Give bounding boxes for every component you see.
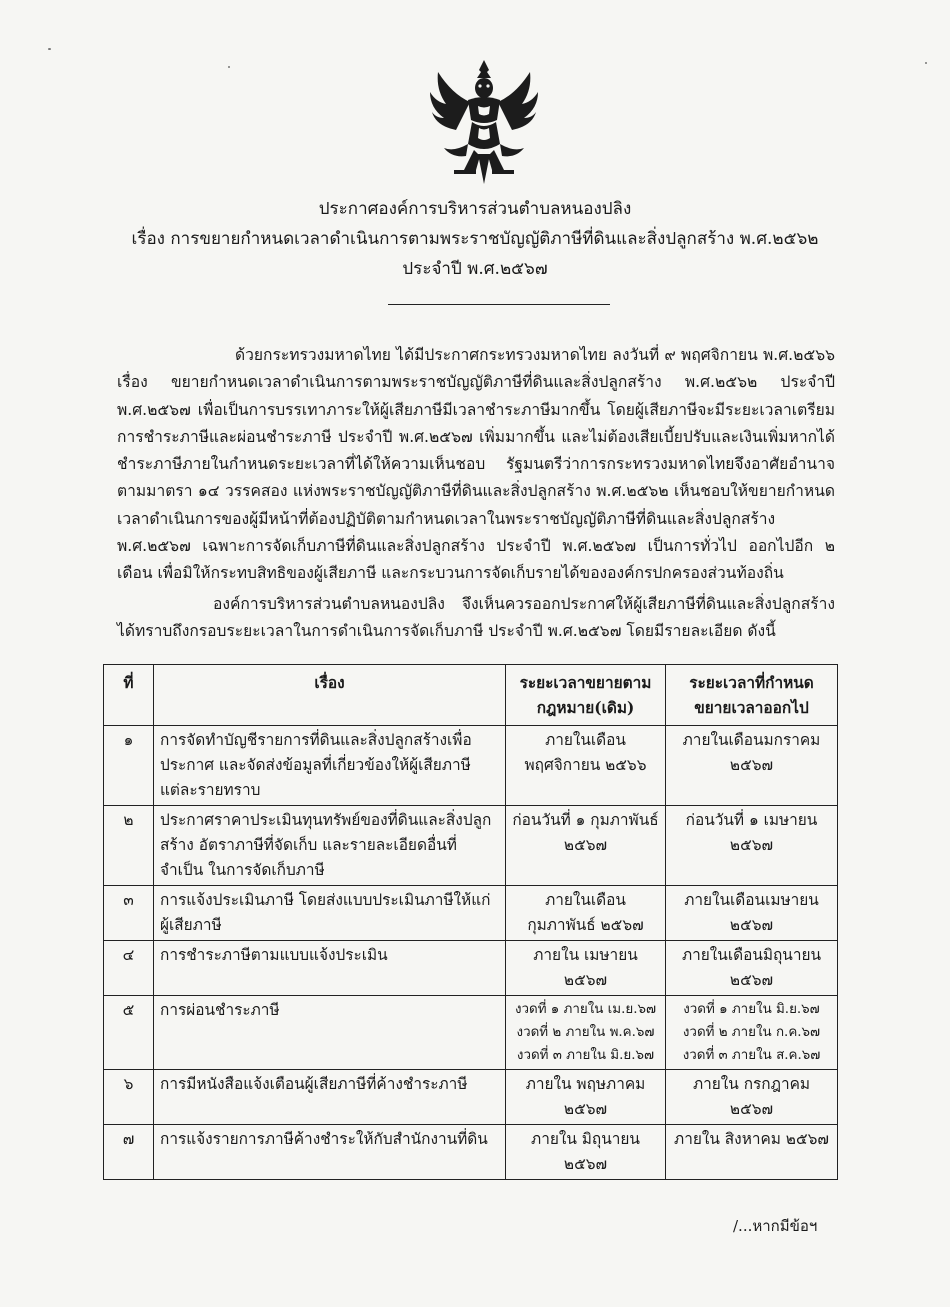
row-original-period: ภายใน เมษายน ๒๕๖๗	[506, 941, 666, 996]
scan-speck	[925, 62, 927, 64]
garuda-emblem-icon	[424, 58, 544, 186]
row-original-period: ภายใน มิถุนายน ๒๕๖๗	[506, 1125, 666, 1180]
row-original-period: ก่อนวันที่ ๑ กุมภาพันธ์ ๒๕๖๗	[506, 806, 666, 886]
row-number: ๗	[104, 1125, 154, 1180]
row-original-period: ภายใน พฤษภาคม ๒๕๖๗	[506, 1070, 666, 1125]
row-extended-period: ภายในเดือนมกราคม ๒๕๖๗	[666, 726, 838, 806]
scan-speck	[48, 48, 51, 50]
installment-line: งวดที่ ๒ ภายใน พ.ค.๖๗	[516, 1025, 655, 1040]
table-row	[104, 726, 838, 806]
row-extended-installments	[666, 996, 838, 1070]
installment-line: งวดที่ ๓ ภายใน ส.ค.๖๗	[682, 1048, 821, 1063]
row-number: ๒	[104, 806, 154, 886]
installment-line: งวดที่ ๒ ภายใน ก.ค.๖๗	[682, 1025, 821, 1040]
row-subject: ประกาศราคาประเมินทุนทรัพย์ของที่ดินและสิ่งปลูกสร้าง อัตราภาษีที่จัดเก็บ และรายละเอียดอื่นที่จำเป็น ในการจัดเก็บภาษี	[154, 806, 506, 886]
row-extended-period: ภายในเดือนเมษายน ๒๕๖๗	[666, 886, 838, 941]
installment-line: งวดที่ ๑ ภายใน เม.ย.๖๗	[514, 1002, 657, 1017]
row-subject: การมีหนังสือแจ้งเตือนผู้เสียภาษีที่ค้างชำระภาษี	[154, 1070, 506, 1125]
row-extended-period: ภายใน สิงหาคม ๒๕๖๗	[666, 1125, 838, 1180]
row-subject: การชำระภาษีตามแบบแจ้งประเมิน	[154, 941, 506, 996]
row-number: ๔	[104, 941, 154, 996]
row-number: ๓	[104, 886, 154, 941]
table-row	[104, 941, 838, 996]
row-extended-period: ภายในเดือนมิถุนายน ๒๕๖๗	[666, 941, 838, 996]
row-original-installments	[506, 996, 666, 1070]
row-number: ๑	[104, 726, 154, 806]
table-row	[104, 996, 838, 1070]
table-row	[104, 1125, 838, 1180]
schedule-table	[103, 664, 838, 1180]
header-original-period: ระยะเวลาขยายตามกฎหมาย(เดิม)	[506, 665, 666, 726]
row-original-period: ภายในเดือน พฤศจิกายน ๒๕๖๖	[506, 726, 666, 806]
row-subject: การผ่อนชำระภาษี	[154, 996, 506, 1070]
row-subject: การแจ้งประเมินภาษี โดยส่งแบบประเมินภาษีให้แก่ผู้เสียภาษี	[154, 886, 506, 941]
row-subject: การจัดทำบัญชีรายการที่ดินและสิ่งปลูกสร้างเพื่อประกาศ และจัดส่งข้อมูลที่เกี่ยวข้องให้ผู้เสียภาษีแต่ละรายทราบ	[154, 726, 506, 806]
header-no: ที่	[104, 665, 154, 726]
table-row	[104, 806, 838, 886]
installment-line: งวดที่ ๑ ภายใน มิ.ย.๖๗	[683, 1002, 820, 1017]
row-subject: การแจ้งรายการภาษีค้างชำระให้กับสำนักงานที่ดิน	[154, 1125, 506, 1180]
scan-speck	[228, 66, 230, 68]
installment-line: งวดที่ ๓ ภายใน มิ.ย.๖๗	[516, 1048, 655, 1063]
row-extended-period: ก่อนวันที่ ๑ เมษายน ๒๕๖๗	[666, 806, 838, 886]
row-original-period: ภายในเดือนกุมภาพันธ์ ๒๕๖๗	[506, 886, 666, 941]
row-number: ๖	[104, 1070, 154, 1125]
announcement-title: ประกาศองค์การบริหารส่วนตำบลหนองปลิง	[318, 199, 632, 219]
table-row	[104, 1070, 838, 1125]
announcement-subject: เรื่อง การขยายกำหนดเวลาดำเนินการตามพระราชบัญญัติภาษีที่ดินและสิ่งปลูกสร้าง พ.ศ.๒๕๖๒	[131, 229, 819, 249]
row-extended-period: ภายใน กรกฎาคม ๒๕๖๗	[666, 1070, 838, 1125]
row-number: ๕	[104, 996, 154, 1070]
table-row	[104, 886, 838, 941]
body-paragraph-2: องค์การบริหารส่วนตำบลหนองปลิง จึงเห็นควรออกประกาศให้ผู้เสียภาษีที่ดินและสิ่งปลูกสร้างได้ทราบถึงกรอบระยะเวลาในการดำเนินการจัดเก็บภาษี ประจำปี พ.ศ.๒๕๖๗ โดยมีรายละเอียด ดังนี้	[117, 595, 835, 641]
continuation-note: /...หากมีข้อฯ	[733, 1217, 818, 1235]
header-subject: เรื่อง	[154, 665, 506, 726]
table-header-row	[104, 665, 838, 726]
body-paragraph-1: ด้วยกระทรวงมหาดไทย ได้มีประกาศกระทรวงมหาดไทย ลงวันที่ ๙ พฤศจิกายน พ.ศ.๒๕๖๖ เรื่อง ขยายกำหนดเวลาดำเนินการตามพระราชบัญญัติภาษีที่ดินและสิ่งปลูกสร้าง พ.ศ.๒๕๖๒ ประจำปี พ.ศ.๒๕๖๗ เพื่อเป็นการบรรเทาภาระให้ผู้เสียภาษีมีเวลาชำระภาษีมากขึ้น โดยผู้เสียภาษีจะมีระยะเวลาเตรียมการชำระภาษีและผ่อนชำระภาษี ประจำปี พ.ศ.๒๕๖๗ เพิ่มมากขึ้น และไม่ต้องเสียเบี้ยปรับและเงินเพิ่มหากได้ชำระภาษีภายในกำหนดระยะเวลาที่ได้ให้ความเห็นชอบ รัฐมนตรีว่าการกระทรวงมหาดไทยจึงอาศัยอำนาจตามมาตรา ๑๔ วรรคสอง แห่งพระราชบัญญัติภาษีที่ดินและสิ่งปลูกสร้าง พ.ศ.๒๕๖๒ เห็นชอบให้ขยายกำหนดเวลาดำเนินการของผู้มีหน้าที่ต้องปฏิบัติตามกำหนดเวลาในพระราชบัญญัติภาษีที่ดินและสิ่งปลูกสร้าง พ.ศ.๒๕๖๗ เฉพาะการจัดเก็บภาษีที่ดินและสิ่งปลูกสร้าง ประจำปี พ.ศ.๒๕๖๗ เป็นการทั่วไป ออกไปอีก ๒ เดือน เพื่อมิให้กระทบสิทธิของผู้เสียภาษี และกระบวนการจัดเก็บรายได้ขององค์กรปกครองส่วนท้องถิ่น	[117, 346, 835, 583]
header-divider	[388, 304, 610, 305]
announcement-year: ประจำปี พ.ศ.๒๕๖๗	[402, 259, 548, 279]
header-extended-period: ระยะเวลาที่กำหนดขยายเวลาออกไป	[666, 665, 838, 726]
